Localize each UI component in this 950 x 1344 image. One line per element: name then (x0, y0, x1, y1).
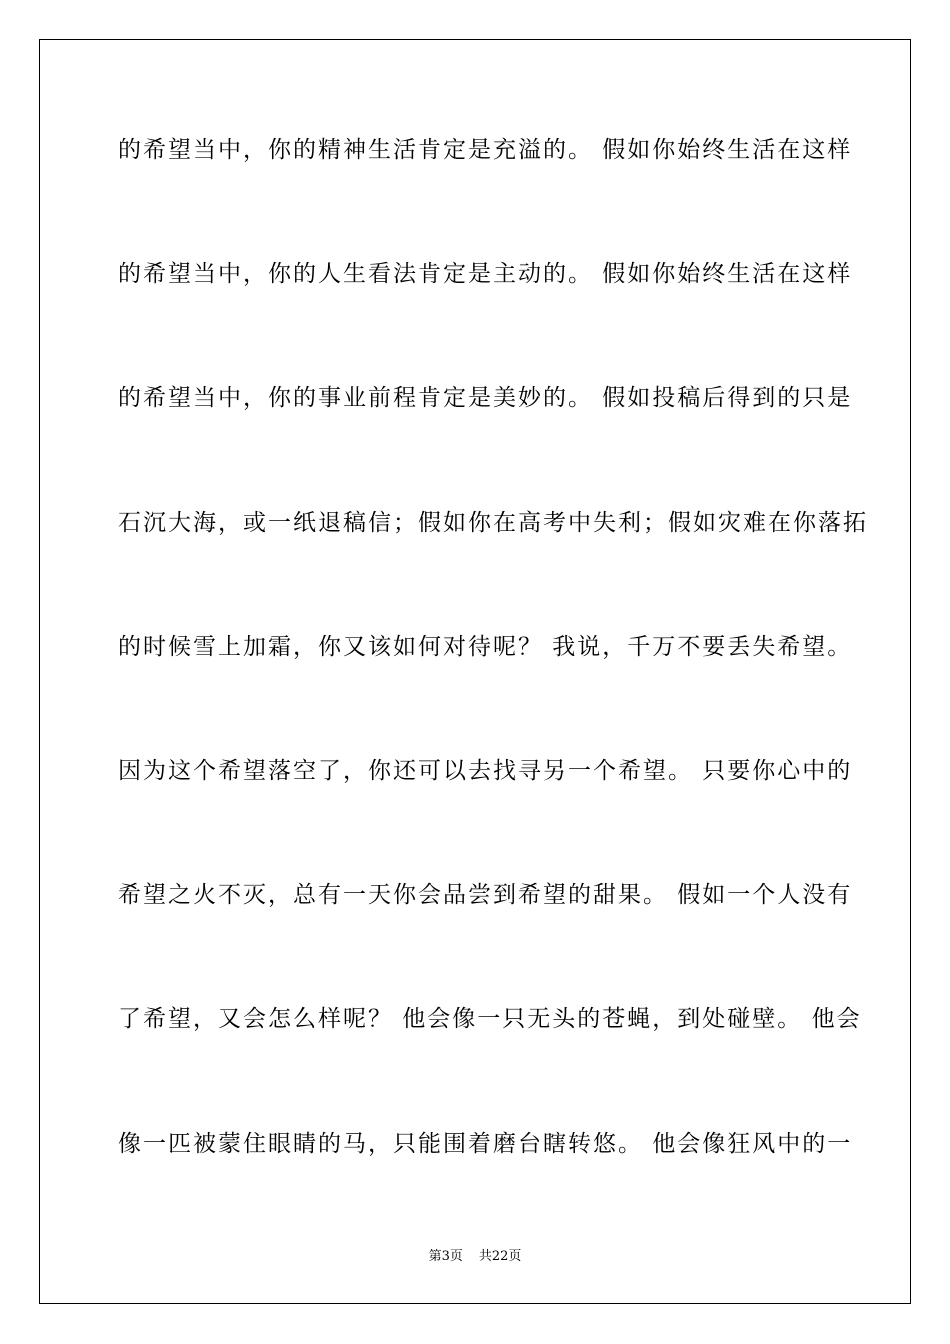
body-text-line: 希望之火不灭，总有一天你会品尝到希望的甜果。 假如一个人没有 (118, 882, 853, 908)
body-text-line: 的希望当中，你的事业前程肯定是美妙的。 假如投稿后得到的只是 (118, 385, 853, 411)
body-text-line: 的时候雪上加霜，你又该如何对待呢？ 我说，千万不要丢失希望。 (118, 634, 853, 660)
page-footer (0, 1248, 950, 1266)
page-frame (39, 39, 911, 1304)
body-text-line: 像一匹被蒙住眼睛的马，只能围着磨台瞎转悠。 他会像狂风中的一 (118, 1131, 853, 1157)
body-text-line: 石沉大海，或一纸退稿信；假如你在高考中失利；假如灾难在你落拓 (118, 510, 868, 536)
body-text-line: 的希望当中，你的人生看法肯定是主动的。 假如你始终生活在这样 (118, 261, 853, 287)
page-total: 共22页 (478, 1249, 522, 1264)
body-text-line: 的希望当中，你的精神生活肯定是充溢的。 假如你始终生活在这样 (118, 137, 853, 163)
page-number: 第3页 (428, 1249, 463, 1264)
body-text-line: 了希望，又会怎么样呢？ 他会像一只无头的苍蝇，到处碰壁。 他会 (118, 1006, 862, 1032)
body-text-line: 因为这个希望落空了，你还可以去找寻另一个希望。 只要你心中的 (118, 758, 853, 784)
